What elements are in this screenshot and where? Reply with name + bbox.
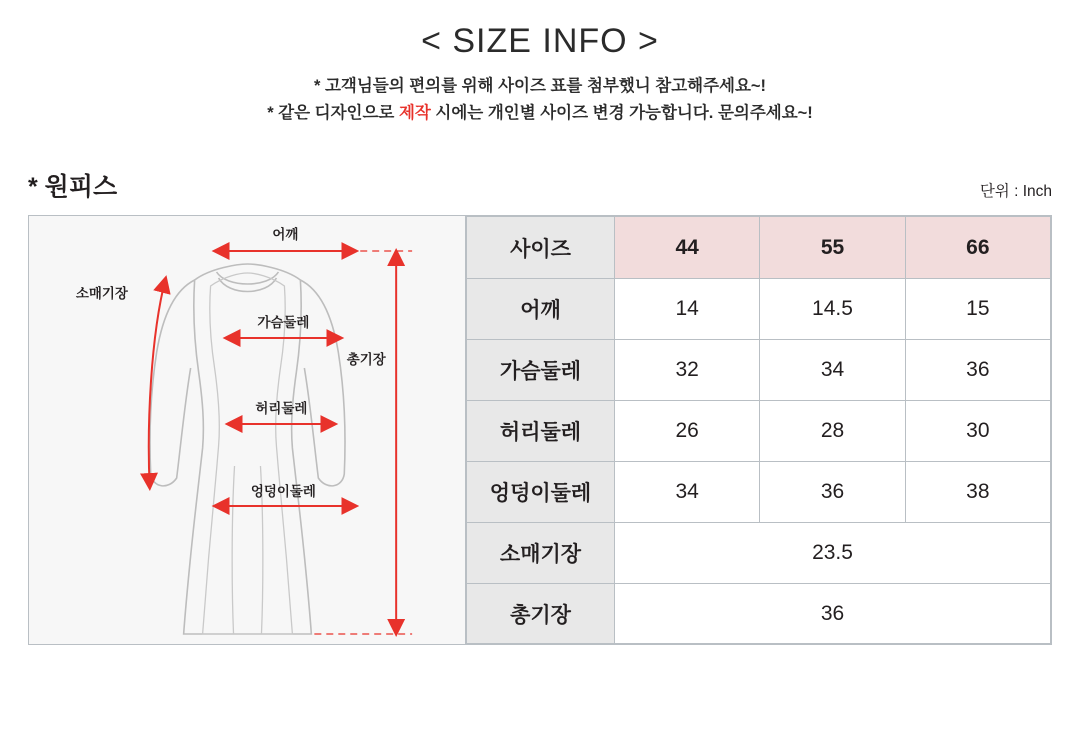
size-table-wrap: [466, 216, 1051, 644]
table-row: [467, 522, 1051, 583]
cell-total-length-all: 36: [615, 583, 1051, 644]
note-2-accent: 제작: [398, 104, 431, 123]
cell-hip-66: 38: [905, 461, 1050, 522]
label-shoulder: 어깨: [272, 227, 299, 243]
note-1-text: * 고객님들의 편의를 위해 사이즈 표를 첨부했니 참고해주세요~!: [313, 77, 767, 95]
label-sleeve: 소매기장: [75, 286, 128, 302]
row-label-hip: 엉덩이둘레: [467, 461, 615, 522]
row-label-waist: 허리둘레: [467, 401, 615, 462]
dress-outline-back: [150, 264, 345, 634]
column-header-size: 사이즈: [467, 217, 615, 279]
cell-chest-55: 34: [760, 340, 905, 401]
cell-waist-55: 28: [760, 401, 905, 462]
notes-block: [0, 73, 1080, 127]
row-label-chest: 가슴둘레: [467, 340, 615, 401]
table-row: [467, 279, 1051, 340]
cell-waist-66: 30: [905, 401, 1050, 462]
page-title: < SIZE INFO >: [421, 22, 659, 60]
column-header-55: 55: [760, 217, 905, 279]
label-chest: 가슴둘레: [257, 315, 310, 331]
table-row: [467, 583, 1051, 644]
guide-lines: [314, 251, 412, 634]
cell-shoulder-44: 14: [615, 279, 760, 340]
label-total-length: 총기장: [346, 352, 386, 368]
size-table: [466, 216, 1051, 644]
cell-shoulder-55: 14.5: [760, 279, 905, 340]
cell-waist-44: 26: [615, 401, 760, 462]
cell-shoulder-66: 15: [905, 279, 1050, 340]
table-header-row: [467, 217, 1051, 279]
section-header: [28, 167, 1052, 201]
section-label: * 원피스: [28, 173, 118, 202]
label-waist: 허리둘레: [255, 401, 308, 417]
note-2-text-before: * 같은 디자인으로: [267, 104, 399, 123]
cell-chest-66: 36: [905, 340, 1050, 401]
note-line-1: [0, 73, 1080, 100]
dress-diagram: [29, 216, 465, 644]
row-label-shoulder: 어깨: [467, 279, 615, 340]
row-label-sleeve: 소매기장: [467, 522, 615, 583]
column-header-44: 44: [615, 217, 760, 279]
note-line-2: [0, 100, 1080, 127]
table-row: [467, 461, 1051, 522]
note-2-text-after: 시에는 개인별 사이즈 변경 가능합니다. 문의주세요~!: [430, 104, 813, 123]
cell-sleeve-all: 23.5: [615, 522, 1051, 583]
row-label-total-length: 총기장: [467, 583, 615, 644]
cell-hip-55: 36: [760, 461, 905, 522]
table-row: [467, 401, 1051, 462]
garment-illustration: [29, 216, 466, 644]
label-hip: 엉덩이둘레: [250, 484, 316, 500]
unit-label: 단위 : Inch: [979, 183, 1052, 201]
size-info-panel: [28, 215, 1052, 645]
column-header-66: 66: [905, 217, 1050, 279]
measure-arrows: [149, 251, 396, 634]
cell-chest-44: 32: [615, 340, 760, 401]
sleeve-length-arrow: [149, 278, 166, 488]
table-row: [467, 340, 1051, 401]
cell-hip-44: 34: [615, 461, 760, 522]
